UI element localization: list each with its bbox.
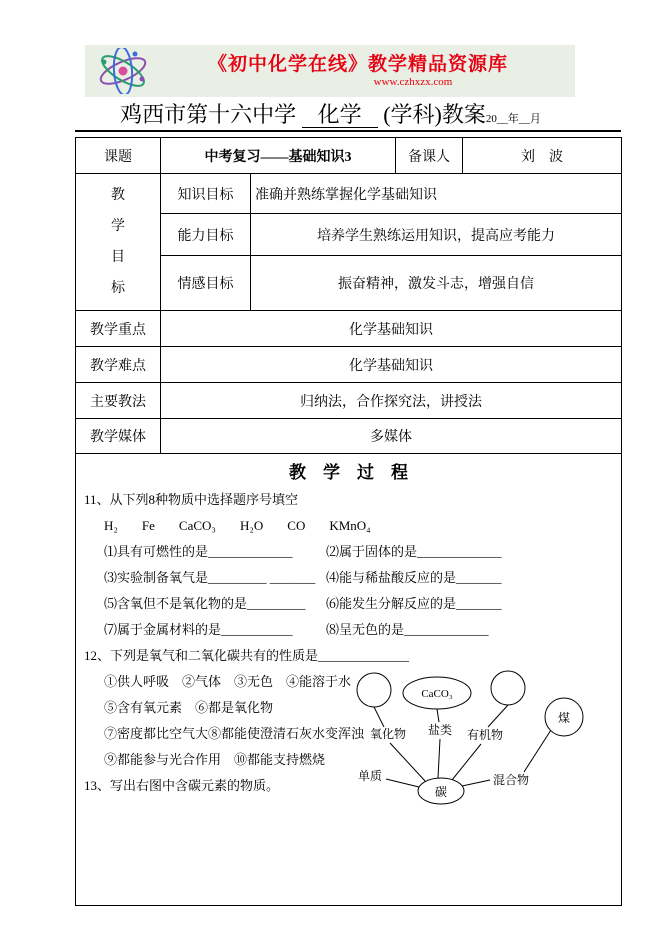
blank-item-1: ⑴具有可燃性的是_____________ [104,544,293,559]
connector-line [386,779,419,787]
atom-logo-icon [95,48,151,94]
mixture-label: 混合物 [492,773,530,787]
question-12: 12、下列是氧气和二氧化碳共有的性质是______________ [84,648,410,663]
school-name: 鸡西市第十六中学 [120,102,297,127]
topic-value: 中考复习——基础知识3 [161,138,396,174]
element-label: 单质 [357,769,383,783]
connector-line [374,707,384,727]
substance-co: CO [287,518,306,533]
question-11: 11、从下列8种物质中选择题序号填空 [84,492,299,507]
objective-label: 能力目标 [161,214,251,256]
coal-label: 煤 [557,711,571,725]
objectives-label-char: 教 [111,188,125,203]
blank-row-4 [80,621,617,638]
objective-value: 培养学生熟练运用知识，提高应考能力 [251,214,622,256]
lesson-info-table [75,137,622,906]
option-line-4: ⑨都能参与光合作用 ⑩都能支持燃烧 [104,752,326,767]
methods-value: 归纳法，合作探究法，讲授法 [161,383,622,419]
objectives-label-char: 学 [111,219,125,234]
substance-h2: H₂ [104,518,118,533]
connector-line [452,744,481,780]
focus-row [76,311,622,347]
oxide-label: 氧化物 [369,727,407,741]
difficulty-label: 教学难点 [76,347,161,383]
blank-row-1 [80,543,617,560]
connector-line [438,739,440,778]
blank-item-6: ⑹能发生分解反应的是_______ [326,596,502,611]
blank-item-8: ⑻呈无色的是_____________ [326,622,489,637]
difficulty-row [76,347,622,383]
blank-item-7: ⑺属于金属材料的是___________ [104,622,293,637]
objectives-label-char: 标 [111,281,125,296]
substance-h2o: H₂O [239,518,264,533]
topic-label: 课题 [76,138,161,174]
focus-value: 化学基础知识 [161,311,622,347]
banner-url: www.czhxzx.com [373,75,453,88]
substance-kmno4: KMnO₄ [329,518,371,533]
blank-row-3 [80,595,617,612]
focus-label: 教学重点 [76,311,161,347]
blank-item-4: ⑷能与稀盐酸反应的是_______ [326,570,502,585]
blank-item-2: ⑵属于固体的是_____________ [326,544,502,559]
blank-row-2 [80,569,617,586]
connector-line [488,705,508,727]
process-cell [76,454,622,906]
blank-item-3: ⑶实验制备氧气是_________ _______ [104,570,316,585]
topic-row [76,138,622,174]
option-line-1: ①供人呼吸 ②气体 ③无色 ④能溶于水 [104,674,352,689]
process-row [76,454,622,906]
connector-line [524,730,551,772]
document-title [0,98,661,129]
methods-row [76,383,622,419]
objectives-label [76,174,161,311]
media-label: 教学媒体 [76,419,161,454]
carbon-label: 碳 [434,785,448,799]
substance-caco3: CaCO₃ [178,518,216,533]
media-value: 多媒体 [161,419,622,454]
media-row [76,419,622,454]
question-13: 13、写出右图中含碳元素的物质。 [84,778,280,793]
methods-label: 主要教法 [76,383,161,419]
objective-label: 知识目标 [161,174,251,214]
connector-line [462,780,490,786]
substance-fe: Fe [141,518,155,533]
process-title: 教 学 过 程 [289,463,408,482]
salt-label: 盐类 [427,723,453,737]
option-line-2: ⑤含有氧元素 ⑥都是氧化物 [104,700,274,715]
preparer-value: 刘 波 [463,138,622,174]
organic-example-circle [491,671,525,705]
objective-value: 振奋精神，激发斗志，增强自信 [251,256,622,311]
oxide-example-circle [357,673,391,707]
title-rule [75,130,621,132]
subject-name: 化学 [302,102,378,128]
blank-item-5: ⑸含氧但不是氧化物的是_________ [104,596,306,611]
banner-text [151,54,565,88]
difficulty-value: 化学基础知识 [161,347,622,383]
objective-row-knowledge [76,174,622,214]
preparer-label: 备课人 [396,138,463,174]
date-blanks: 20__年__月 [485,113,541,125]
connector-line [390,743,426,782]
organic-label: 有机物 [466,728,504,742]
objectives-label-char: 目 [111,250,125,265]
resource-banner [85,45,575,97]
banner-title: 《初中化学在线》教学精品资源库 [207,53,508,75]
substances-row [80,517,617,534]
objective-value: 准确并熟练掌握化学基础知识 [251,174,622,214]
option-line-3: ⑦密度都比空气大⑧都能使澄清石灰水变浑浊 [104,726,365,741]
objective-label: 情感目标 [161,256,251,311]
concept-map-diagram [338,658,618,828]
caco3-label: CaCO₃ [421,688,453,700]
title-suffix: (学科)教案 [383,102,486,127]
connector-line [437,709,439,722]
